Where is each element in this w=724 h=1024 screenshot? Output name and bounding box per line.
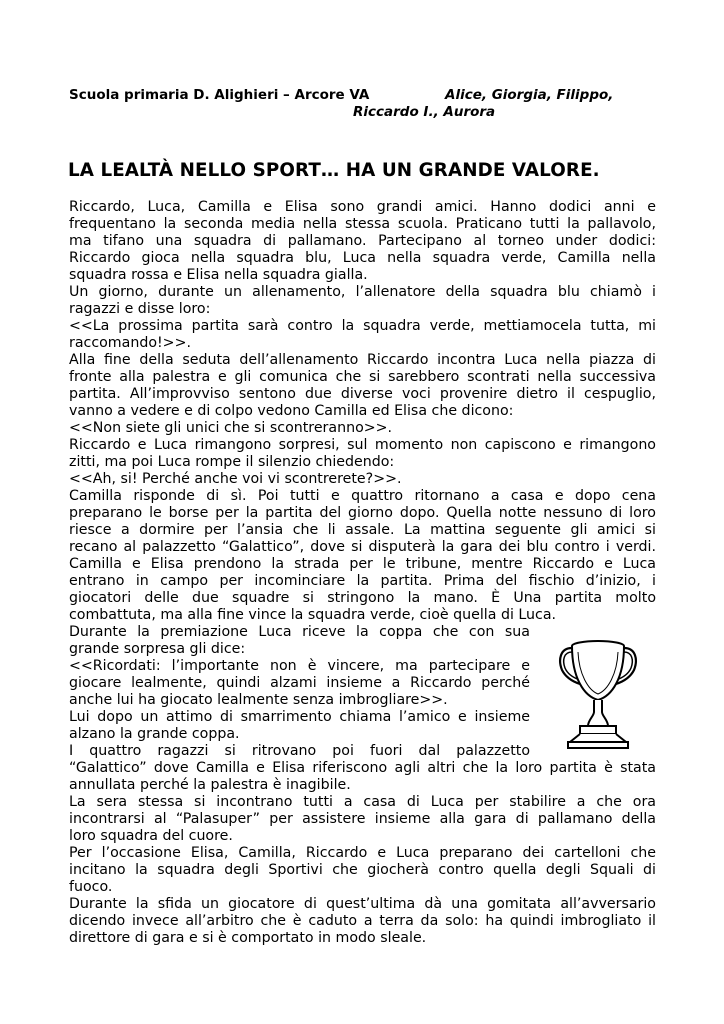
story-line: ma tifano una squadra di pallamano. Partecipano al torneo under dodici: xyxy=(69,233,656,249)
story-line: Lui dopo un attimo di smarrimento chiama l’amico e insieme xyxy=(69,709,530,725)
story-line: <<Ricordati: l’importante non è vincere, ma partecipare e xyxy=(69,658,530,674)
story-line: zitti, ma poi Luca rompe il silenzio chiedendo: xyxy=(69,454,395,470)
authors-line-1: Alice, Giorgia, Filippo, xyxy=(445,87,614,103)
story-line: Riccardo, Luca, Camilla e Elisa sono grandi amici. Hanno dodici anni e xyxy=(69,199,656,215)
story-line: fuoco. xyxy=(69,879,113,895)
story-line: alzano la grande coppa. xyxy=(69,726,240,742)
story-line: entrano in campo per incominciare la partita. Prima del fischio d’inizio, i xyxy=(69,573,656,589)
story-line: raccomando!>>. xyxy=(69,335,191,351)
story-line: combattuta, ma alla fine vince la squadra verde, cioè quella di Luca. xyxy=(69,607,557,623)
story-line: giocare lealmente, quindi alzami insieme a Riccardo perché xyxy=(69,675,530,691)
authors-line-2: Riccardo I., Aurora xyxy=(353,104,496,120)
story-line: frequentano la seconda media nella stessa scuola. Praticano tutti la pallavolo, xyxy=(69,216,656,232)
story-line: Camilla risponde di sì. Poi tutti e quattro ritornano a casa e dopo cena xyxy=(69,488,656,504)
story-line: squadra rossa e Elisa nella squadra gialla. xyxy=(69,267,368,283)
story-line: Riccardo gioca nella squadra blu, Luca nella squadra verde, Camilla nella xyxy=(69,250,656,266)
story-line: incitano la squadra degli Sportivi che giocherà contro quella degli Squali di xyxy=(69,862,656,878)
story-line: <<Ah, si! Perché anche voi vi scontrerete?>>. xyxy=(69,471,402,487)
story-line: Durante la sfida un giocatore di quest’ultima dà una gomitata all’avversario xyxy=(69,896,656,912)
story-line: giocatori delle due squadre si stringono la mano. È Una partita molto xyxy=(69,590,656,606)
story-line: preparano le borse per la partita del giorno dopo. Quella notte nessuno di loro xyxy=(69,505,656,521)
story-line: Alla fine della seduta dell’allenamento Riccardo incontra Luca nella piazza di xyxy=(69,352,656,368)
story-line: fronte alla palestra e gli comunica che si sarebbero scontrati nella successiva xyxy=(69,369,656,385)
story-line: <<Non siete gli unici che si scontreranno>>. xyxy=(69,420,393,436)
story-line: recano al palazzetto “Galattico”, dove si disputerà la gara dei blu contro i verdi. xyxy=(69,539,656,555)
story-line: <<La prossima partita sarà contro la squadra verde, mettiamocela tutta, mi xyxy=(69,318,656,334)
story-line: riesce a dormire per l’ansia che li assale. La mattina seguente gli amici si xyxy=(69,522,656,538)
story-line: ragazzi e disse loro: xyxy=(69,301,211,317)
school-heading: Scuola primaria D. Alighieri – Arcore VA xyxy=(69,87,370,103)
story-line: annullata perché la palestra è inagibile. xyxy=(69,777,351,793)
story-line: anche lui ha giocato lealmente senza imbrogliare>>. xyxy=(69,692,448,708)
story-line: Un giorno, durante un allenamento, l’allenatore della squadra blu chiamò i xyxy=(69,284,656,300)
story-line: Riccardo e Luca rimangono sorpresi, sul momento non capiscono e rimangono xyxy=(69,437,656,453)
story-line: dicendo invece all’arbitro che è caduto a terra da solo: ha quindi imbrogliato il xyxy=(69,913,656,929)
story-line: direttore di gara e si è comportato in modo sleale. xyxy=(69,930,427,946)
story-line: grande sorpresa gli dice: xyxy=(69,641,246,657)
story-line: Per l’occasione Elisa, Camilla, Riccardo e Luca preparano dei cartelloni che xyxy=(69,845,656,861)
story-line: vanno a vedere e di colpo vedono Camilla ed Elisa che dicono: xyxy=(69,403,514,419)
story-line: La sera stessa si incontrano tutti a casa di Luca per stabilire a che ora xyxy=(69,794,656,810)
story-line: I quattro ragazzi si ritrovano poi fuori dal palazzetto xyxy=(69,743,530,759)
story-body xyxy=(69,199,656,947)
story-title: LA LEALTÀ NELLO SPORT… HA UN GRANDE VALORE. xyxy=(68,160,600,181)
story-line: loro squadra del cuore. xyxy=(69,828,233,844)
story-line: Durante la premiazione Luca riceve la coppa che con sua xyxy=(69,624,530,640)
trophy-cup-icon xyxy=(558,638,638,750)
story-line: “Galattico” dove Camilla e Elisa riferiscono agli altri che la loro partita è stata xyxy=(69,760,656,776)
story-line: Camilla e Elisa prendono la strada per le tribune, mentre Riccardo e Luca xyxy=(69,556,656,572)
story-line: incontrarsi al “Palasuper” per assistere insieme alla gara di pallamano della xyxy=(69,811,656,827)
story-line: partita. All’improvviso sentono due diverse voci provenire dietro il cespuglio, xyxy=(69,386,656,402)
